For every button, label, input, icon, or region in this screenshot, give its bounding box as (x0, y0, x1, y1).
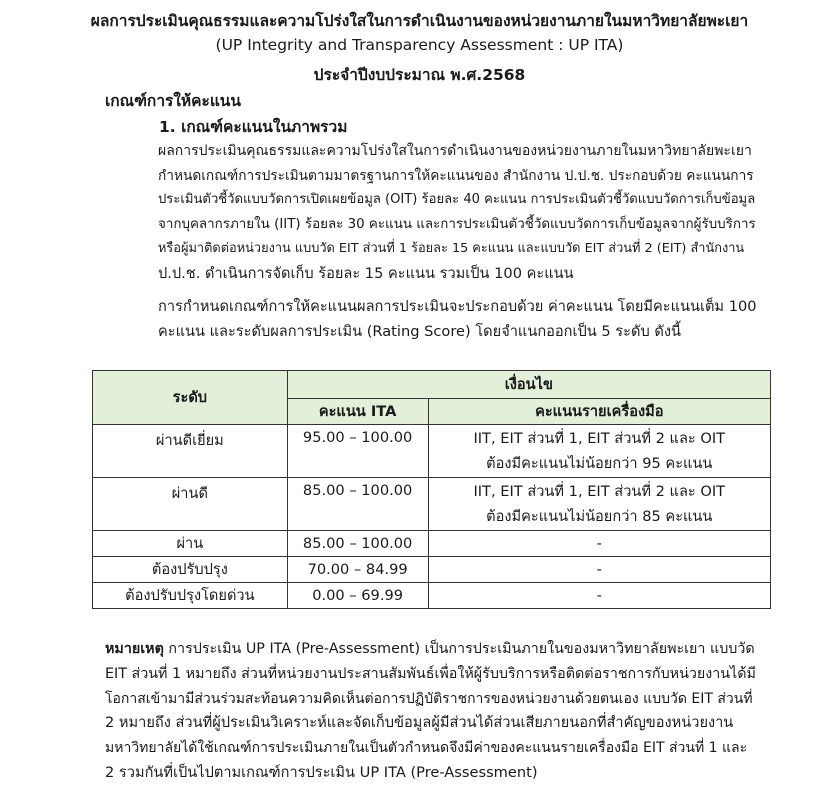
rating-paragraph (105, 295, 757, 344)
ita-score-cell: 0.00 – 69.99 (287, 583, 428, 609)
table-row (93, 478, 771, 531)
tool-score-cell: - (428, 531, 770, 557)
overall-criteria-paragraph (105, 139, 757, 287)
note-text: การประเมิน UP ITA (Pre-Assessment) เป็นการประเมินภายในของมหาวิทยาลัยพะเยา แบบวัด (163, 641, 755, 657)
ita-score-cell: 85.00 – 100.00 (287, 478, 428, 531)
fiscal-year-title: ประจำปีงบประมาณ พ.ศ.2568 (313, 66, 526, 84)
table-row (93, 583, 771, 609)
header-level: ระดับ (93, 371, 288, 425)
paragraph-line: จากบุคลากรภายใน (IIT) ร้อยละ 30 คะแนน และการประเมินตัวชี้วัดแบบวัดการเก็บข้อมูลจากผู้รับบริการ (158, 216, 756, 232)
tool-score-cell: - (428, 583, 770, 609)
paragraph-line: ผลการประเมินคุณธรรมและความโปร่งใสในการดำเนินงานของหน่วยงานภายในมหาวิทยาลัยพะเยา (158, 143, 752, 159)
paragraph-line: การกำหนดเกณฑ์การให้คะแนนผลการประเมินจะประกอบด้วย ค่าคะแนน โดยมีคะแนนเต็ม 100 (158, 298, 757, 315)
tool-score-cell (428, 425, 770, 478)
table-row (93, 531, 771, 557)
tool-score-cell: - (428, 557, 770, 583)
paragraph-line: หรือผู้มาติดต่อหน่วยงาน แบบวัด EIT ส่วนที่ 1 ร้อยละ 15 คะแนน และแบบวัด EIT ส่วนที่ 2 (EIT) สำนักงาน (158, 241, 745, 257)
note-line: มหาวิทยาลัยได้ใช้เกณฑ์การประเมินภายในเป็นตัวกำหนดจึงมีค่าของคะแนนรายเครื่องมือ EIT ส่วนที่ 1 และ (105, 740, 748, 757)
note-line: EIT ส่วนที่ 1 หมายถึง ส่วนที่หน่วยงานประสานสัมพันธ์เพื่อให้ผู้รับบริการหรือติดต่อราชการกับหน่วยงานได้มี (105, 665, 756, 682)
header-tool-score: คะแนนรายเครื่องมือ (428, 399, 770, 425)
rating-criteria-table (92, 370, 771, 609)
level-cell: ผ่าน (93, 531, 288, 557)
note-line (105, 637, 757, 662)
tool-score-cell (428, 478, 770, 531)
paragraph-line: กำหนดเกณฑ์การประเมินตามมาตรฐานการให้คะแนนของ สำนักงาน ป.ป.ช. ประกอบด้วย คะแนนการ (158, 167, 754, 184)
tool-score-line: IIT, EIT ส่วนที่ 1, EIT ส่วนที่ 2 และ OIT (473, 430, 726, 447)
note-line: 2 หมายถึง ส่วนที่ผู้ประเมินวิเคราะห์และจัดเก็บข้อมูลผู้มีส่วนได้ส่วนเสียภายนอกที่สำคัญของหน่วยงาน (105, 714, 734, 732)
paragraph-line: ป.ป.ช. ดำเนินการจัดเก็บ ร้อยละ 15 คะแนน รวมเป็น 100 คะแนน (158, 264, 574, 282)
level-cell: ต้องปรับปรุงโดยด่วน (93, 583, 288, 609)
paragraph-line: ประเมินตัวชี้วัดแบบวัดการเปิดเผยข้อมูล (OIT) ร้อยละ 40 คะแนน การประเมินตัวชี้วัดแบบวัดการเก็บข้อมูล (158, 192, 756, 208)
tool-score-line: ต้องมีคะแนนไม่น้อยกว่า 95 คะแนน (486, 455, 713, 472)
table-row (93, 557, 771, 583)
section-heading: เกณฑ์การให้คะแนน (105, 92, 242, 110)
level-cell: ต้องปรับปรุง (93, 557, 288, 583)
note-paragraph (105, 637, 757, 786)
level-cell: ผ่านดี (93, 478, 288, 531)
header-ita-score: คะแนน ITA (287, 399, 428, 425)
tool-score-line: ต้องมีคะแนนไม่น้อยกว่า 85 คะแนน (486, 508, 713, 525)
document-title: ผลการประเมินคุณธรรมและความโปร่งใสในการดำเนินงานของหน่วยงานภายในมหาวิทยาลัยพะเยา (90, 12, 749, 30)
header-condition: เงื่อนไข (287, 371, 770, 399)
subsection-heading: 1. เกณฑ์คะแนนในภาพรวม (159, 118, 348, 136)
ita-score-cell: 95.00 – 100.00 (287, 425, 428, 478)
paragraph-line: คะแนน และระดับผลการประเมิน (Rating Score) โดยจำแนกออกเป็น 5 ระดับ ดังนี้ (158, 322, 681, 340)
level-cell: ผ่านดีเยี่ยม (93, 425, 288, 478)
document-subtitle: (UP Integrity and Transparency Assessment : UP ITA) (215, 36, 624, 54)
ita-score-cell: 70.00 – 84.99 (287, 557, 428, 583)
note-line: 2 รวมกันที่เป็นไปตามเกณฑ์การประเมิน UP ITA (Pre-Assessment) (105, 763, 538, 781)
note-line: โอกาสเข้ามามีส่วนร่วมสะท้อนความคิดเห็นต่อการปฏิบัติราชการของหน่วยงานด้วยตนเอง แบบวัด EIT ส่วนที่ (105, 690, 753, 707)
table-row (93, 425, 771, 478)
tool-score-line: IIT, EIT ส่วนที่ 1, EIT ส่วนที่ 2 และ OIT (473, 483, 726, 500)
ita-score-cell: 85.00 – 100.00 (287, 531, 428, 557)
note-label: หมายเหตุ (105, 641, 164, 657)
